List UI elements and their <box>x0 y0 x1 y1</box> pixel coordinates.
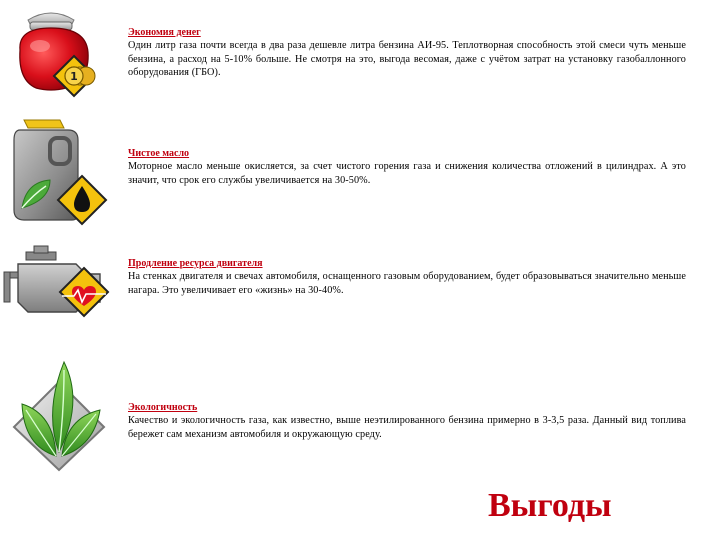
benefit-text: Качество и экологичность газа, как известно, выше неэтилированного бензина примерно в 3-3,5 раза. Данный вид топлива бережет сам механизм автомобиля и окружающую среду. <box>128 415 686 440</box>
engine-heart-icon <box>2 244 112 324</box>
slide-title: Выгоды <box>488 487 612 524</box>
svg-text:1: 1 <box>70 70 78 83</box>
benefit-title: Экологичность <box>128 402 198 413</box>
wallet-coin-icon <box>6 6 110 102</box>
green-leaves-icon <box>4 352 114 472</box>
benefit-item-engine <box>128 258 686 297</box>
benefit-text: Моторное масло меньше окисляется, за счет чистого горения газа и снижения количества отложений в цилиндрах. А это значит, что срок его службы увеличивается на 30-50%. <box>128 161 686 186</box>
oil-canister-icon <box>6 116 110 226</box>
benefit-title: Экономия денег <box>128 27 201 38</box>
benefit-item-money <box>128 27 686 80</box>
benefit-item-oil <box>128 148 686 187</box>
benefit-title: Продление ресурса двигателя <box>128 258 263 269</box>
benefit-item-ecology <box>128 402 686 441</box>
benefit-text: Один литр газа почти всегда в два раза дешевле литра бензина АИ-95. Теплотворная способность этой смеси чуть меньше бензина, а расход на 5-10% больше. Не смотря на это, выгода весомая, даже с учётом затрат на установку газобаллонного оборудования (ГБО). <box>128 40 686 78</box>
benefit-title: Чистое масло <box>128 148 190 159</box>
benefit-text: На стенках двигателя и свечах автомобиля, оснащенного газовым оборудованием, будет образовываться значительно меньше нагара. Это увеличивает его «жизнь» на 30-40%. <box>128 271 686 296</box>
